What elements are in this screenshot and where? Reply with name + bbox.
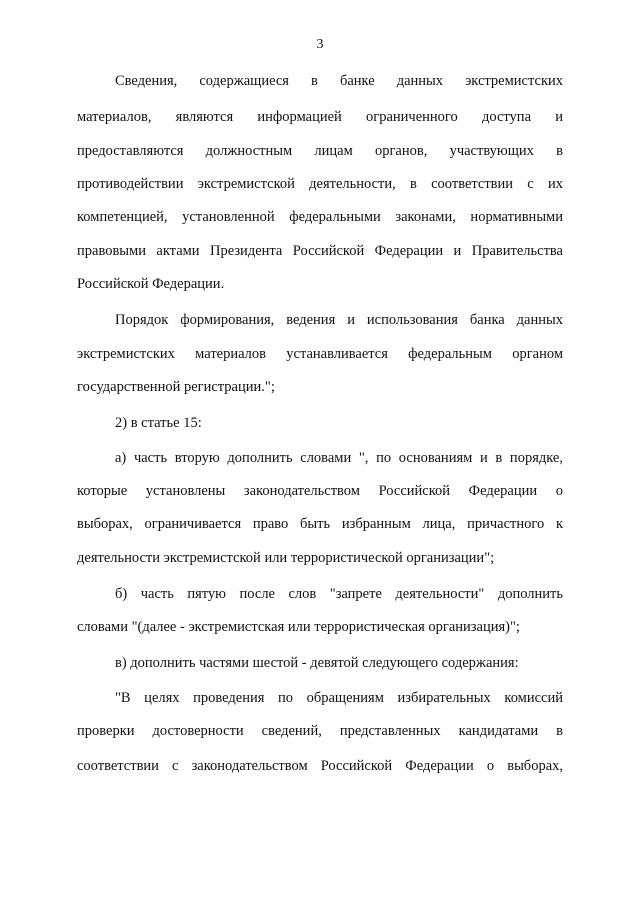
text-line: словами "(далее - экстремистская или террористическая организация)";: [77, 619, 520, 635]
text-line: экстремистских материалов устанавливается федеральным органом: [77, 346, 563, 362]
text-line: предоставляются должностным лицам органов, участвующих в: [77, 143, 563, 159]
text-line: компетенцией, установленной федеральными законами, нормативными: [77, 209, 563, 225]
text-line: государственной регистрации.";: [77, 379, 275, 395]
text-line: б) часть пятую после слов "запрете деятельности" дополнить: [115, 586, 563, 602]
text-line: противодействии экстремистской деятельности, в соответствии с их: [77, 176, 563, 192]
page-number: 3: [316, 37, 324, 52]
text-line: а) часть вторую дополнить словами ", по основаниям и в порядке,: [115, 450, 563, 466]
text-line: проверки достоверности сведений, представленных кандидатами в: [77, 723, 563, 739]
text-line: материалов, являются информацией ограниченного доступа и: [77, 109, 563, 125]
text-line: которые установлены законодательством Российской Федерации о: [77, 483, 563, 499]
text-line: деятельности экстремистской или террористической организации";: [77, 550, 495, 566]
text-line: соответствии с законодательством Российской Федерации о выборах,: [77, 758, 563, 774]
text-line: 2) в статье 15:: [115, 415, 202, 431]
text-line: "В целях проведения по обращениям избирательных комиссий: [115, 690, 563, 706]
text-line: Сведения, содержащиеся в банке данных экстремистских: [115, 73, 563, 89]
text-line: выборах, ограничивается право быть избранным лица, причастного к: [77, 516, 563, 532]
text-line: Порядок формирования, ведения и использования банка данных: [115, 312, 563, 328]
text-line: Российской Федерации.: [77, 276, 225, 292]
text-line: в) дополнить частями шестой - девятой следующего содержания:: [115, 655, 519, 671]
text-line: правовыми актами Президента Российской Федерации и Правительства: [77, 243, 563, 259]
